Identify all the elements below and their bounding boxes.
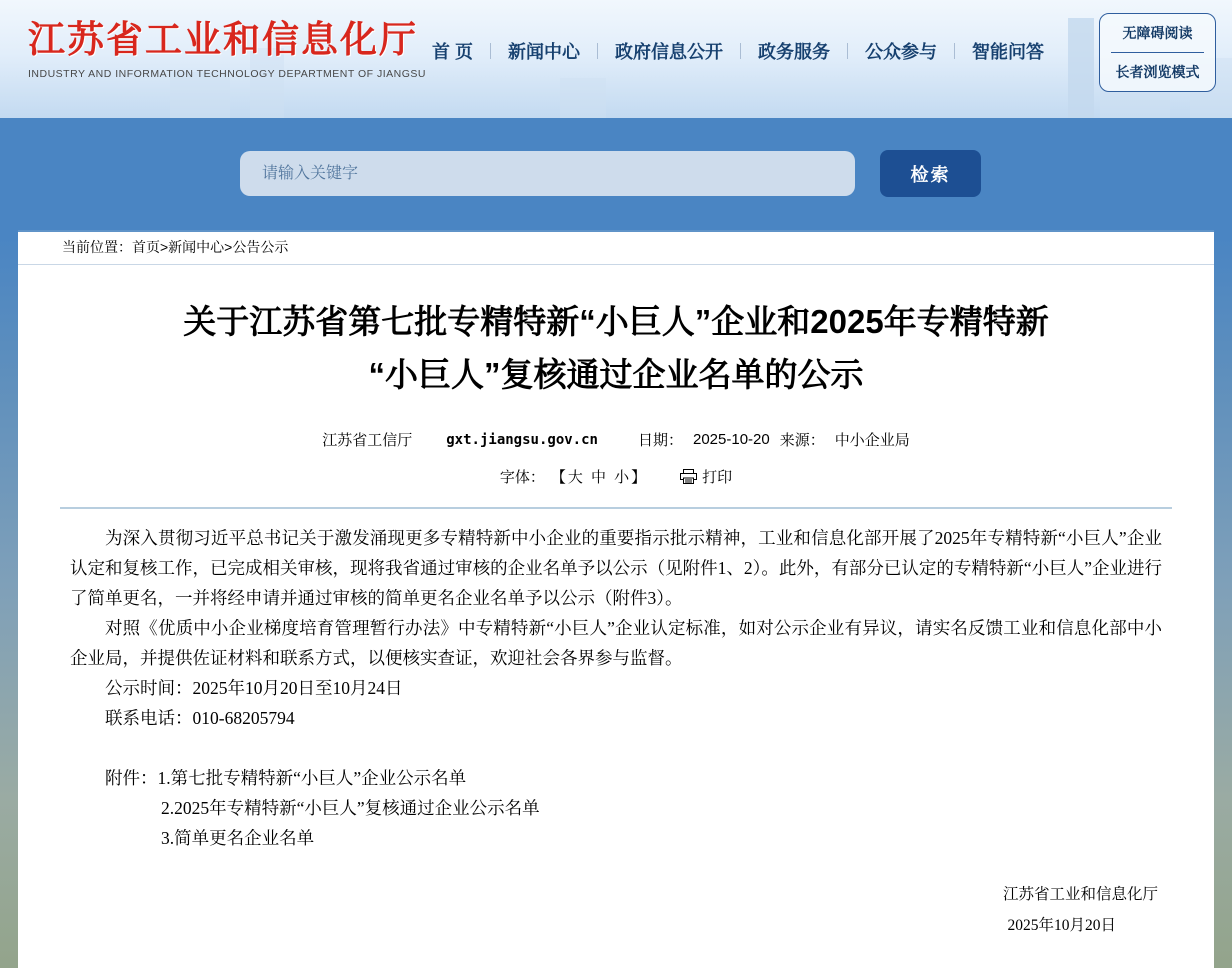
page-background — [0, 118, 1232, 968]
attachment-item-1[interactable]: 1.第七批专精特新“小巨人”企业公示名单 — [157, 768, 467, 788]
meta-source: 中小企业局 — [834, 432, 910, 449]
article-body — [18, 509, 1214, 941]
breadcrumb — [18, 232, 1214, 265]
font-size-label: 字体： — [499, 469, 545, 486]
nav-separator — [847, 43, 848, 59]
nav-item-news[interactable]: 新闻中心 — [508, 42, 581, 62]
print-label: 打印 — [702, 469, 733, 486]
skyline-decoration — [1068, 18, 1094, 118]
nav-separator — [490, 43, 491, 59]
print-button[interactable] — [680, 466, 732, 487]
nav-separator — [954, 43, 955, 59]
meta-date: 2025-10-20 — [692, 431, 770, 448]
breadcrumb-path[interactable]: 首页>新闻中心>公告公示 — [132, 239, 289, 255]
nav-item-services[interactable]: 政务服务 — [758, 42, 831, 62]
barrier-free-reading-button[interactable]: 无障碍阅读 — [1122, 25, 1193, 41]
signature-date: 2025年10月20日 — [1007, 917, 1116, 934]
main-nav — [432, 38, 1044, 64]
content-panel — [18, 230, 1214, 968]
nav-item-gov-info[interactable]: 政府信息公开 — [615, 42, 724, 62]
nav-separator — [597, 43, 598, 59]
font-size-controls[interactable]: 【大 中 小】 — [550, 469, 649, 486]
paragraph: 为深入贯彻习近平总书记关于激发涌现更多专精特新中小企业的重要指示批示精神，工业和信息化部开展了2025年专精特新“小巨人”企业认定和复核工作，已完成相关审核，现将我省通过审核的企业名单予以公示（见附件1、2）。此外，有部分已认定的专精特新“小巨人”企业进行了简单更名，一并将经申请并通过审核的简单更名企业名单予以公示（附件3）。 — [70, 528, 1162, 608]
attachment-item-3[interactable]: 3.简单更名企业名单 — [161, 828, 315, 848]
logo-subtitle: INDUSTRY AND INFORMATION TECHNOLOGY DEPARTMENT OF JIANGSU — [28, 68, 426, 80]
skyline-decoration — [560, 78, 606, 118]
meta-date-label: 日期： — [637, 432, 683, 449]
contact-phone: 联系电话：010-68205794 — [105, 708, 295, 728]
logo-title: 江苏省工业和信息化厅 — [28, 19, 418, 60]
meta-source-label: 来源： — [779, 432, 825, 449]
signature-org: 江苏省工业和信息化厅 — [1002, 886, 1158, 903]
breadcrumb-label: 当前位置： — [62, 239, 132, 255]
nav-item-participation[interactable]: 公众参与 — [865, 42, 938, 62]
article-meta — [18, 429, 1214, 450]
font-controls-row — [18, 466, 1214, 487]
attachments-block — [70, 763, 1162, 853]
attachment-item-2[interactable]: 2.2025年专精特新“小巨人”复核通过企业公示名单 — [161, 798, 540, 818]
accessibility-box — [1099, 13, 1216, 92]
attachment-line — [70, 763, 1162, 793]
nav-item-home[interactable]: 首 页 — [432, 42, 474, 62]
article-title-line1: 关于江苏省第七批专精特新“小巨人”企业和2025年专精特新 — [183, 303, 1049, 340]
site-logo[interactable] — [28, 18, 426, 80]
search-input[interactable] — [240, 151, 855, 196]
notice-time: 公示时间：2025年10月20日至10月24日 — [105, 678, 403, 698]
elder-mode-button[interactable]: 长者浏览模式 — [1115, 64, 1200, 80]
attachments-label: 附件： — [105, 768, 158, 788]
search-button[interactable]: 检索 — [880, 150, 981, 197]
search-band — [0, 118, 1232, 230]
meta-department: 江苏省工信厅 — [322, 432, 413, 449]
meta-website: gxt.jiangsu.gov.cn — [446, 431, 598, 448]
signature-block — [70, 879, 1162, 941]
site-header — [0, 0, 1232, 118]
article-title — [18, 295, 1214, 401]
article-title-line2: “小巨人”复核通过企业名单的公示 — [368, 356, 864, 393]
printer-icon — [680, 469, 697, 484]
paragraph: 对照《优质中小企业梯度培育管理暂行办法》中专精特新“小巨人”企业认定标准，如对公示企业有异议，请实名反馈工业和信息化部中小企业局，并提供佐证材料和联系方式，以便核实查证，欢迎社会各界参与监督。 — [70, 618, 1162, 668]
nav-separator — [740, 43, 741, 59]
nav-item-smart-qa[interactable]: 智能问答 — [972, 42, 1045, 62]
